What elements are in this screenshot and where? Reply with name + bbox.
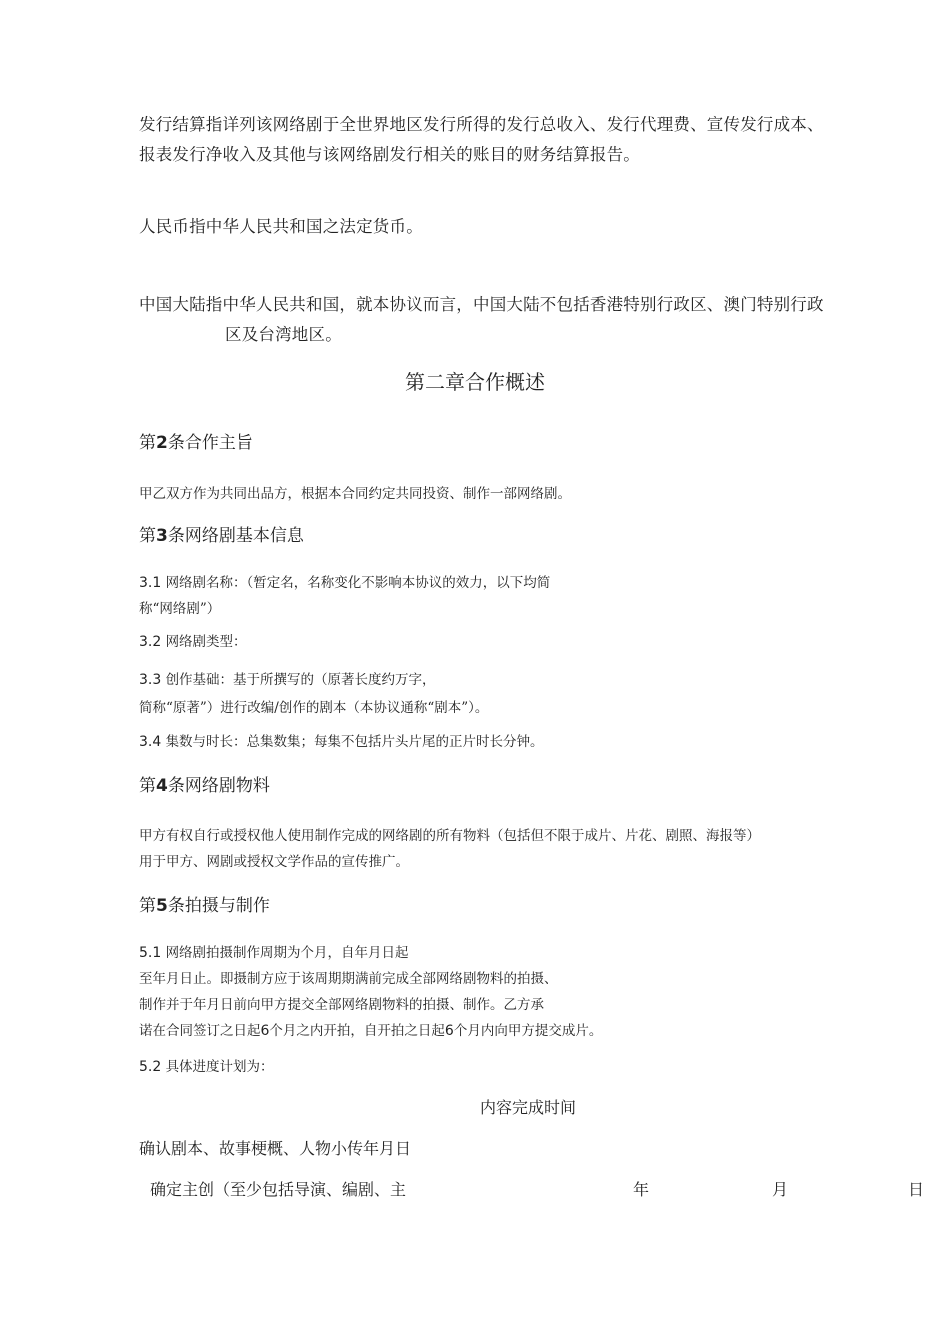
definition-settlement-line2: 报表发行净收入及其他与该网络剧发行相关的账目的财务结算报告。 [139,145,640,164]
item-3-1-line1: 网络剧名称：（暂定名，名称变化不影响本协议的效力，以下均简 [165,575,551,591]
definition-settlement-line1: 发行结算指详列该网络剧于全世界地区发行所得的发行总收入、发行代理费、宣传发行成本、 [139,115,824,134]
article-3-prefix: 第 [139,526,156,546]
item-3-3-line1: 创作基础：基于所撰写的（原著长度约万字， [165,672,436,688]
item-5-1-line4-part2: 个月之内开拍，自开拍之日起 [269,1023,445,1039]
item-5-2-text: 具体进度计划为： [165,1059,274,1075]
article-5-prefix: 第 [139,896,156,916]
article-5-number: 5 [156,896,168,916]
article-2-body: 甲乙双方作为共同出品方，根据本合同约定共同投资、制作一部网络剧。 [139,486,571,502]
schedule-row-creative-month: 月 [772,1180,789,1199]
item-3-1-number: 3.1 [139,575,162,591]
item-5-1-line3: 制作并于年月日前向甲方提交全部网络剧物料的拍摄、制作。乙方承 [139,997,544,1013]
article-4-line1: 甲方有权自行或授权他人使用制作完成的网络剧的所有物料（包括但不限于成片、片花、剧照、海报等） [139,828,760,844]
item-3-2 [139,631,247,653]
item-3-2-number: 3.2 [139,634,162,650]
item-3-1 [139,572,550,620]
item-3-3 [139,669,488,719]
item-5-1 [139,942,602,1046]
schedule-row-creative-task: 确定主创（至少包括导演、编剧、主 [150,1180,407,1199]
item-5-1-line4-part3: 个月内向甲方提交成片。 [453,1023,603,1039]
article-2-title: 条合作主旨 [167,433,253,453]
article-4-prefix: 第 [139,776,156,796]
definition-settlement [139,110,824,170]
schedule-row-creative-day: 日 [908,1180,925,1199]
item-3-2-text: 网络剧类型： [165,634,247,650]
article-2-heading [139,430,253,456]
item-3-3-line2: 简称“原著”）进行改编/创作的剧本（本协议通称“剧本”）。 [139,700,489,716]
definition-mainland [139,290,824,350]
article-4-body [139,825,760,873]
item-5-1-line4-months1: 6 [260,1023,270,1039]
definition-mainland-line1: 中国大陆指中华人民共和国，就本协议而言，中国大陆不包括香港特别行政区、澳门特别行政 [139,295,824,314]
item-5-1-number: 5.1 [139,945,162,961]
article-2-number: 2 [156,433,168,453]
article-4-title: 条网络剧物料 [167,776,270,796]
article-3-heading [139,523,304,549]
item-5-1-line4-months2: 6 [444,1023,454,1039]
article-4-line2: 用于甲方、网剧或授权文学作品的宣传推广。 [139,854,409,870]
chapter-title: 第二章合作概述 [405,370,545,394]
schedule-header: 内容完成时间 [480,1098,577,1117]
article-4-number: 4 [156,776,168,796]
item-5-1-line2: 至年月日止。即摄制方应于该周期期满前完成全部网络剧物料的拍摄、 [139,971,558,987]
item-3-1-line2: 称“网络剧”） [139,601,221,617]
item-3-3-number: 3.3 [139,672,162,688]
schedule-row-script: 确认剧本、故事梗概、人物小传年月日 [139,1139,412,1158]
item-3-4-text: 集数与时长：总集数集；每集不包括片头片尾的正片时长分钟。 [165,734,544,750]
item-5-1-line4 [139,1020,602,1046]
article-5-heading [139,893,270,919]
item-3-4-number: 3.4 [139,734,162,750]
article-2-prefix: 第 [139,433,156,453]
definition-rmb: 人民币指中华人民共和国之法定货币。 [139,217,423,236]
item-5-2 [139,1056,274,1078]
article-3-number: 3 [156,526,168,546]
article-5-title: 条拍摄与制作 [167,896,270,916]
article-4-heading [139,773,270,799]
item-5-1-line4-part1: 诺在合同签订之日起 [139,1023,261,1039]
item-5-2-number: 5.2 [139,1059,162,1075]
item-3-4 [139,731,544,753]
article-3-title: 条网络剧基本信息 [167,526,304,546]
item-5-1-line1: 网络剧拍摄制作周期为个月，自年月日起 [165,945,409,961]
schedule-row-creative-year: 年 [633,1180,650,1199]
definition-mainland-line2: 区及台湾地区。 [225,325,342,344]
